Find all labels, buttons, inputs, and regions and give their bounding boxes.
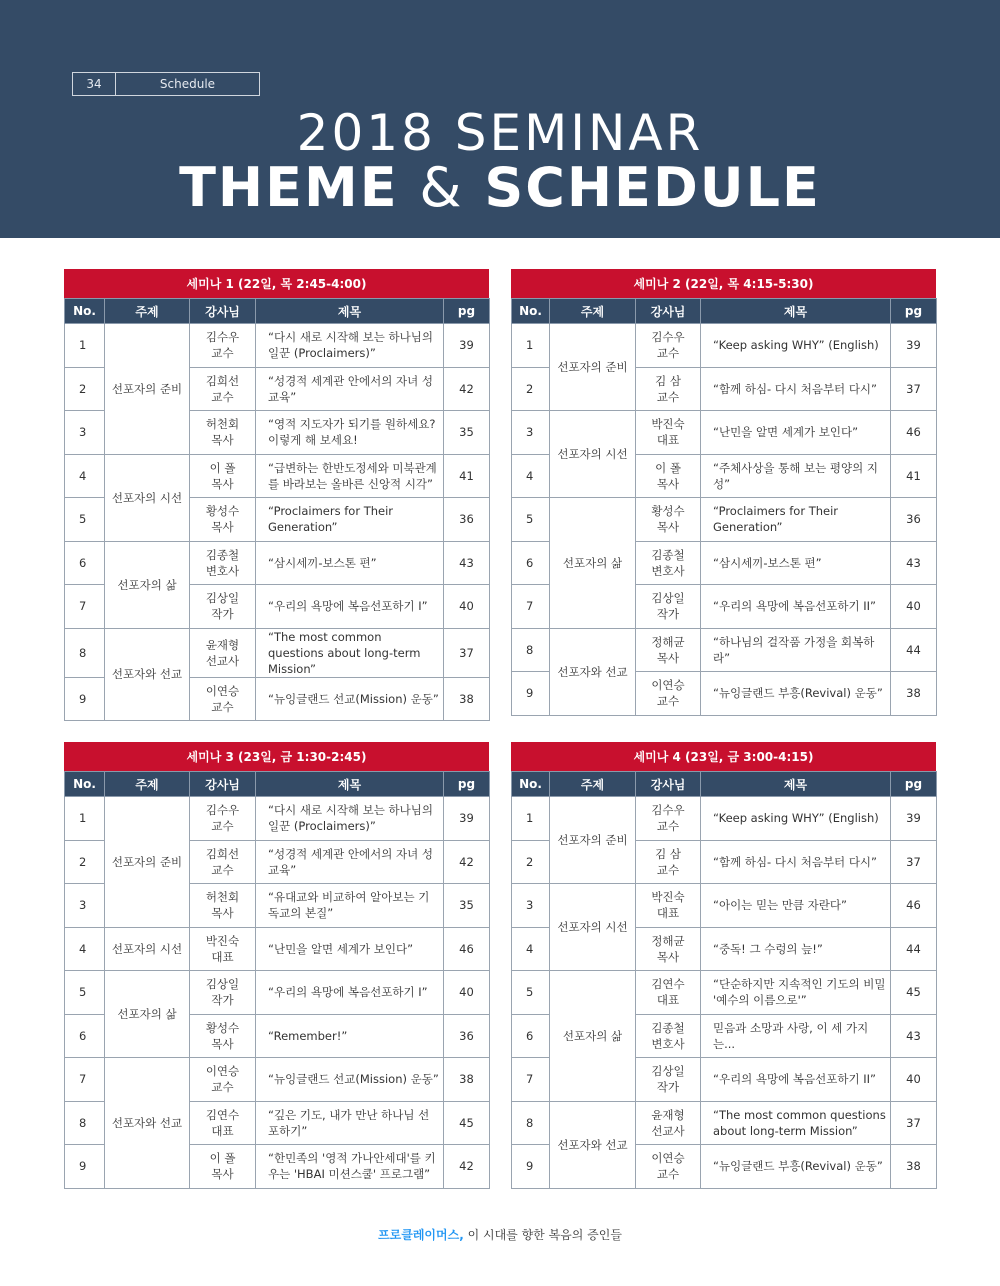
speaker-cell	[190, 884, 256, 928]
speaker-role: 작가	[656, 607, 680, 622]
row-no: 3	[65, 411, 105, 455]
page-cell: 42	[444, 1145, 490, 1189]
table-row	[512, 971, 937, 1015]
page-cell: 36	[891, 498, 937, 542]
row-no: 5	[512, 971, 550, 1015]
table-header-row	[65, 772, 490, 797]
row-no: 3	[512, 411, 550, 455]
theme-cell: 선포자와 선교	[550, 1101, 636, 1188]
speaker-role: 교수	[211, 699, 234, 714]
schedule-table	[64, 771, 490, 1189]
table-header-row	[512, 772, 937, 797]
table-row	[65, 454, 490, 498]
page-cell: 41	[891, 454, 937, 498]
table-row	[512, 411, 937, 455]
speaker-role: 목사	[656, 949, 680, 964]
footer	[0, 1226, 1000, 1243]
speaker-cell	[636, 367, 701, 411]
speaker-cell	[190, 541, 256, 585]
speaker-cell	[190, 411, 256, 455]
speaker-role: 작가	[211, 993, 234, 1008]
table-row	[512, 797, 937, 841]
col-speaker: 강사님	[190, 299, 256, 324]
speaker-cell	[190, 585, 256, 629]
speaker-name: 김연수	[205, 1107, 240, 1122]
page-cell: 38	[444, 1058, 490, 1102]
speaker-name: 박진숙	[205, 933, 240, 948]
row-no: 6	[65, 541, 105, 585]
schedule-table	[511, 298, 937, 716]
page-cell: 45	[444, 1101, 490, 1145]
col-no: No.	[512, 772, 550, 797]
title-cell: “The most common questions about long-term Mission”	[701, 1101, 891, 1145]
title-cell: “영적 지도자가 되기를 원하세요? 이렇게 해 보세요!	[256, 411, 444, 455]
table-row	[65, 628, 490, 677]
table-row	[65, 927, 490, 971]
title-cell: “우리의 욕망에 복음선포하기 I”	[256, 585, 444, 629]
speaker-name: 윤재형	[651, 1107, 685, 1122]
theme-cell: 선포자의 시선	[550, 411, 636, 498]
col-title: 제목	[256, 299, 444, 324]
speaker-cell	[636, 971, 701, 1015]
speaker-role: 작가	[211, 607, 234, 622]
title-cell: “뉴잉글랜드 부흥(Revival) 운동”	[701, 672, 891, 716]
table-row	[65, 324, 490, 368]
theme-cell: 선포자의 삶	[105, 971, 190, 1058]
section-name: Schedule	[159, 77, 216, 91]
theme-cell: 선포자와 선교	[105, 1058, 190, 1189]
schedule-table	[511, 771, 937, 1189]
table-row	[512, 324, 937, 368]
speaker-cell	[636, 585, 701, 629]
page-cell: 43	[891, 541, 937, 585]
speaker-name: 정해균	[651, 634, 685, 649]
speaker-role: 교수	[211, 1080, 234, 1095]
page-cell: 37	[891, 367, 937, 411]
table-row	[512, 1101, 937, 1145]
page-tag	[72, 72, 260, 96]
theme-cell: 선포자의 삶	[550, 971, 636, 1102]
speaker-name: 김상일	[205, 977, 240, 992]
col-theme: 주제	[550, 772, 636, 797]
speaker-role: 교수	[656, 694, 680, 709]
row-no: 6	[512, 541, 550, 585]
speaker-name: 이연승	[651, 1151, 685, 1166]
speaker-role: 교수	[211, 862, 234, 877]
title-cell: “깊은 기도, 내가 만난 하나님 선포하기”	[256, 1101, 444, 1145]
speaker-role: 목사	[211, 1036, 234, 1051]
col-speaker: 강사님	[636, 299, 701, 324]
seminar-heading: 세미나 1 (22일, 목 2:45-4:00)	[64, 269, 489, 298]
row-no: 8	[65, 628, 105, 677]
row-no: 2	[65, 367, 105, 411]
speaker-cell	[636, 884, 701, 928]
footer-brand: 프로클레이머스,	[378, 1228, 464, 1242]
speaker-role: 대표	[656, 433, 680, 448]
col-theme: 주제	[105, 299, 190, 324]
speaker-cell	[190, 927, 256, 971]
row-no: 5	[512, 498, 550, 542]
row-no: 1	[512, 324, 550, 368]
speaker-name: 김상일	[205, 591, 240, 606]
table-row	[512, 884, 937, 928]
speaker-cell	[190, 1058, 256, 1102]
page-cell: 35	[444, 884, 490, 928]
speaker-role: 작가	[656, 1080, 680, 1095]
title-cell: “우리의 욕망에 복음선포하기 I”	[256, 971, 444, 1015]
page-cell: 42	[444, 840, 490, 884]
speaker-name: 김 삼	[655, 373, 681, 388]
speaker-name: 허천회	[205, 417, 240, 432]
title-cell: “유대교와 비교하여 알아보는 기독교의 본질”	[256, 884, 444, 928]
page-cell: 40	[891, 585, 937, 629]
speaker-cell	[636, 324, 701, 368]
schedule-table	[64, 298, 490, 721]
speaker-cell	[636, 672, 701, 716]
speaker-name: 김 삼	[655, 846, 681, 861]
speaker-name: 김희선	[205, 846, 240, 861]
speaker-role: 선교사	[651, 1123, 685, 1138]
page-cell: 44	[891, 927, 937, 971]
speaker-role: 교수	[656, 346, 680, 361]
page-cell: 40	[891, 1058, 937, 1102]
speaker-role: 목사	[211, 476, 234, 491]
theme-cell: 선포자의 시선	[105, 927, 190, 971]
speaker-name: 황성수	[205, 1020, 240, 1035]
speaker-cell	[190, 797, 256, 841]
theme-cell: 선포자의 삶	[105, 541, 190, 628]
title-amp: &	[419, 156, 464, 219]
table-row	[65, 971, 490, 1015]
row-no: 9	[512, 672, 550, 716]
title-cell: “중독! 그 수렁의 늪!”	[701, 927, 891, 971]
title-cell: “함께 하심- 다시 처음부터 다시”	[701, 367, 891, 411]
title-cell: “뉴잉글랜드 선교(Mission) 운동”	[256, 1058, 444, 1102]
page-cell: 39	[444, 797, 490, 841]
page-cell: 42	[444, 367, 490, 411]
title-cell: “우리의 욕망에 복음선포하기 II”	[701, 1058, 891, 1102]
row-no: 7	[65, 585, 105, 629]
row-no: 2	[512, 367, 550, 411]
col-title: 제목	[701, 772, 891, 797]
speaker-cell	[190, 367, 256, 411]
speaker-cell	[636, 541, 701, 585]
speaker-cell	[636, 840, 701, 884]
title-cell: “뉴잉글랜드 선교(Mission) 운동”	[256, 677, 444, 721]
title-cell: “성경적 세계관 안에서의 자녀 성교육”	[256, 840, 444, 884]
speaker-name: 김종철	[651, 1020, 685, 1035]
title-cell: “아이는 믿는 만큼 자란다”	[701, 884, 891, 928]
title-cell: “뉴잉글랜드 부흥(Revival) 운동”	[701, 1145, 891, 1189]
theme-cell: 선포자의 시선	[550, 884, 636, 971]
col-speaker: 강사님	[190, 772, 256, 797]
speaker-role: 목사	[211, 520, 234, 535]
page-cell: 37	[891, 1101, 937, 1145]
title-cell: “다시 새로 시작해 보는 하나님의 일꾼 (Proclaimers)”	[256, 797, 444, 841]
speaker-cell	[636, 1101, 701, 1145]
speaker-name: 이연승	[205, 1064, 240, 1079]
table-row	[512, 498, 937, 542]
page-cell: 45	[891, 971, 937, 1015]
footer-tagline: 이 시대를 향한 복음의 증인들	[463, 1228, 622, 1242]
speaker-cell	[636, 1014, 701, 1058]
table-row	[512, 628, 937, 672]
speaker-name: 김수우	[651, 330, 685, 345]
title-cell: “Proclaimers for Their Generation”	[701, 498, 891, 542]
speaker-name: 이연승	[651, 678, 685, 693]
page-cell: 39	[891, 797, 937, 841]
row-no: 1	[65, 324, 105, 368]
title-cell: “함께 하심- 다시 처음부터 다시”	[701, 840, 891, 884]
speaker-cell	[190, 1145, 256, 1189]
page-title-line1: 2018 SEMINAR	[296, 104, 704, 162]
title-cell: “Keep asking WHY” (English)	[701, 324, 891, 368]
theme-cell: 선포자와 선교	[105, 628, 190, 721]
speaker-role: 변호사	[651, 563, 685, 578]
col-no: No.	[65, 772, 105, 797]
speaker-name: 황성수	[651, 504, 685, 519]
speaker-name: 정해균	[651, 933, 685, 948]
page-cell: 35	[444, 411, 490, 455]
speaker-name: 박진숙	[651, 890, 685, 905]
page-cell: 38	[444, 677, 490, 721]
speaker-role: 목사	[656, 650, 680, 665]
row-no: 3	[512, 884, 550, 928]
page-cell: 46	[444, 927, 490, 971]
speaker-cell	[190, 628, 256, 677]
speaker-cell	[190, 840, 256, 884]
speaker-role: 목사	[656, 520, 680, 535]
seminar-1	[64, 269, 489, 721]
speaker-cell	[636, 927, 701, 971]
theme-cell: 선포자의 준비	[550, 797, 636, 884]
speaker-name: 김수우	[651, 803, 685, 818]
title-cell: “주체사상을 통해 보는 평양의 지성”	[701, 454, 891, 498]
speaker-cell	[190, 324, 256, 368]
title-cell: “난민을 알면 세계가 보인다”	[701, 411, 891, 455]
col-title: 제목	[256, 772, 444, 797]
row-no: 4	[65, 927, 105, 971]
page-cell: 39	[444, 324, 490, 368]
col-no: No.	[512, 299, 550, 324]
title-cell: “단순하지만 지속적인 기도의 비밀 '예수의 이름으로'”	[701, 971, 891, 1015]
speaker-name: 김종철	[651, 547, 685, 562]
title-cell: “Proclaimers for Their Generation”	[256, 498, 444, 542]
speaker-name: 김종철	[205, 547, 240, 562]
speaker-role: 변호사	[205, 563, 240, 578]
row-no: 7	[512, 585, 550, 629]
row-no: 2	[65, 840, 105, 884]
page-cell: 38	[891, 1145, 937, 1189]
theme-cell: 선포자의 준비	[550, 324, 636, 411]
speaker-role: 선교사	[205, 653, 240, 668]
speaker-cell	[636, 1145, 701, 1189]
title-cell: 믿음과 소망과 사랑, 이 세 가지는...	[701, 1014, 891, 1058]
seminar-heading: 세미나 2 (22일, 목 4:15-5:30)	[511, 269, 936, 298]
seminar-heading: 세미나 3 (23일, 금 1:30-2:45)	[64, 742, 489, 771]
speaker-name: 김수우	[205, 330, 240, 345]
seminar-heading: 세미나 4 (23일, 금 3:00-4:15)	[511, 742, 936, 771]
row-no: 1	[65, 797, 105, 841]
speaker-name: 이 폴	[655, 460, 681, 475]
row-no: 9	[65, 677, 105, 721]
header-banner	[0, 0, 1000, 238]
speaker-name: 김연수	[651, 977, 685, 992]
page-cell: 43	[444, 541, 490, 585]
speaker-cell	[636, 797, 701, 841]
page-cell: 44	[891, 628, 937, 672]
row-no: 4	[65, 454, 105, 498]
col-title: 제목	[701, 299, 891, 324]
row-no: 5	[65, 971, 105, 1015]
speaker-role: 목사	[211, 1167, 234, 1182]
row-no: 4	[512, 454, 550, 498]
speaker-cell	[190, 677, 256, 721]
speaker-role: 목사	[211, 906, 234, 921]
theme-cell: 선포자의 삶	[550, 498, 636, 629]
title-theme: THEME	[179, 156, 399, 219]
title-cell: “성경적 세계관 안에서의 자녀 성교육”	[256, 367, 444, 411]
col-pg: pg	[444, 299, 490, 324]
row-no: 5	[65, 498, 105, 542]
title-cell: “Remember!”	[256, 1014, 444, 1058]
page-cell: 46	[891, 884, 937, 928]
speaker-name: 이연승	[205, 683, 240, 698]
row-no: 4	[512, 927, 550, 971]
page-cell: 43	[891, 1014, 937, 1058]
page-cell: 39	[891, 324, 937, 368]
speaker-cell	[190, 1101, 256, 1145]
speaker-role: 교수	[211, 389, 234, 404]
theme-cell: 선포자의 준비	[105, 797, 190, 928]
speaker-role: 대표	[211, 1123, 234, 1138]
speaker-name: 김수우	[205, 803, 240, 818]
speaker-role: 대표	[656, 993, 680, 1008]
title-cell: “삼시세끼-보스톤 편”	[256, 541, 444, 585]
speaker-name: 윤재형	[205, 637, 240, 652]
page-cell: 37	[444, 628, 490, 677]
col-pg: pg	[891, 772, 937, 797]
speaker-name: 박진숙	[651, 417, 685, 432]
row-no: 7	[65, 1058, 105, 1102]
speaker-role: 교수	[656, 819, 680, 834]
speaker-name: 김희선	[205, 373, 240, 388]
speaker-name: 이 폴	[209, 460, 236, 475]
theme-cell: 선포자의 시선	[105, 454, 190, 541]
seminar-3	[64, 742, 489, 1189]
row-no: 2	[512, 840, 550, 884]
row-no: 6	[512, 1014, 550, 1058]
speaker-role: 목사	[656, 476, 680, 491]
row-no: 8	[512, 1101, 550, 1145]
speaker-name: 김상일	[651, 591, 685, 606]
speaker-cell	[190, 971, 256, 1015]
row-no: 9	[512, 1145, 550, 1189]
col-pg: pg	[891, 299, 937, 324]
speaker-name: 김상일	[651, 1064, 685, 1079]
title-cell: “다시 새로 시작해 보는 하나님의 일꾼 (Proclaimers)”	[256, 324, 444, 368]
page-cell: 37	[891, 840, 937, 884]
title-cell: “우리의 욕망에 복음선포하기 II”	[701, 585, 891, 629]
speaker-cell	[636, 498, 701, 542]
row-no: 7	[512, 1058, 550, 1102]
title-cell: “Keep asking WHY” (English)	[701, 797, 891, 841]
col-no: No.	[65, 299, 105, 324]
row-no: 9	[65, 1145, 105, 1189]
table-row	[65, 1058, 490, 1102]
row-no: 8	[65, 1101, 105, 1145]
page-cell: 41	[444, 454, 490, 498]
title-cell: “한민족의 '영적 가나안세대'를 키우는 'HBAI 미션스쿨' 프로그램”	[256, 1145, 444, 1189]
title-cell: “The most common questions about long-term Mission”	[256, 628, 444, 677]
table-row	[65, 541, 490, 585]
speaker-role: 대표	[211, 949, 234, 964]
row-no: 8	[512, 628, 550, 672]
page-title-line2	[0, 156, 1000, 219]
speaker-cell	[636, 1058, 701, 1102]
page-number: 34	[73, 73, 116, 95]
table-header-row	[512, 299, 937, 324]
col-pg: pg	[444, 772, 490, 797]
speaker-role: 교수	[211, 819, 234, 834]
speaker-cell	[190, 1014, 256, 1058]
title-cell: “급변하는 한반도정세와 미북관계를 바라보는 올바른 신앙적 시각”	[256, 454, 444, 498]
seminar-4	[511, 742, 936, 1189]
title-cell: “난민을 알면 세계가 보인다”	[256, 927, 444, 971]
table-header-row	[65, 299, 490, 324]
speaker-cell	[190, 498, 256, 542]
row-no: 1	[512, 797, 550, 841]
title-schedule: SCHEDULE	[484, 156, 821, 219]
speaker-role: 목사	[211, 433, 234, 448]
theme-cell: 선포자의 준비	[105, 324, 190, 455]
col-theme: 주제	[105, 772, 190, 797]
speaker-role: 교수	[656, 1167, 680, 1182]
speaker-name: 황성수	[205, 504, 240, 519]
col-speaker: 강사님	[636, 772, 701, 797]
page-cell: 40	[444, 585, 490, 629]
row-no: 3	[65, 884, 105, 928]
page-cell: 36	[444, 1014, 490, 1058]
page-cell: 36	[444, 498, 490, 542]
speaker-role: 변호사	[651, 1036, 685, 1051]
speaker-cell	[636, 628, 701, 672]
page-cell: 40	[444, 971, 490, 1015]
speaker-cell	[190, 454, 256, 498]
speaker-role: 교수	[656, 389, 680, 404]
row-no: 6	[65, 1014, 105, 1058]
title-cell: “하나님의 걸작품 가정을 회복하라”	[701, 628, 891, 672]
page-cell: 46	[891, 411, 937, 455]
speaker-role: 교수	[656, 862, 680, 877]
page-cell: 38	[891, 672, 937, 716]
speaker-cell	[636, 411, 701, 455]
seminar-2	[511, 269, 936, 716]
speaker-role: 교수	[211, 346, 234, 361]
speaker-cell	[636, 454, 701, 498]
title-cell: “삼시세끼-보스톤 편”	[701, 541, 891, 585]
theme-cell: 선포자와 선교	[550, 628, 636, 715]
table-row	[65, 797, 490, 841]
col-theme: 주제	[550, 299, 636, 324]
speaker-name: 허천회	[205, 890, 240, 905]
speaker-name: 이 폴	[209, 1151, 236, 1166]
speaker-role: 대표	[656, 906, 680, 921]
